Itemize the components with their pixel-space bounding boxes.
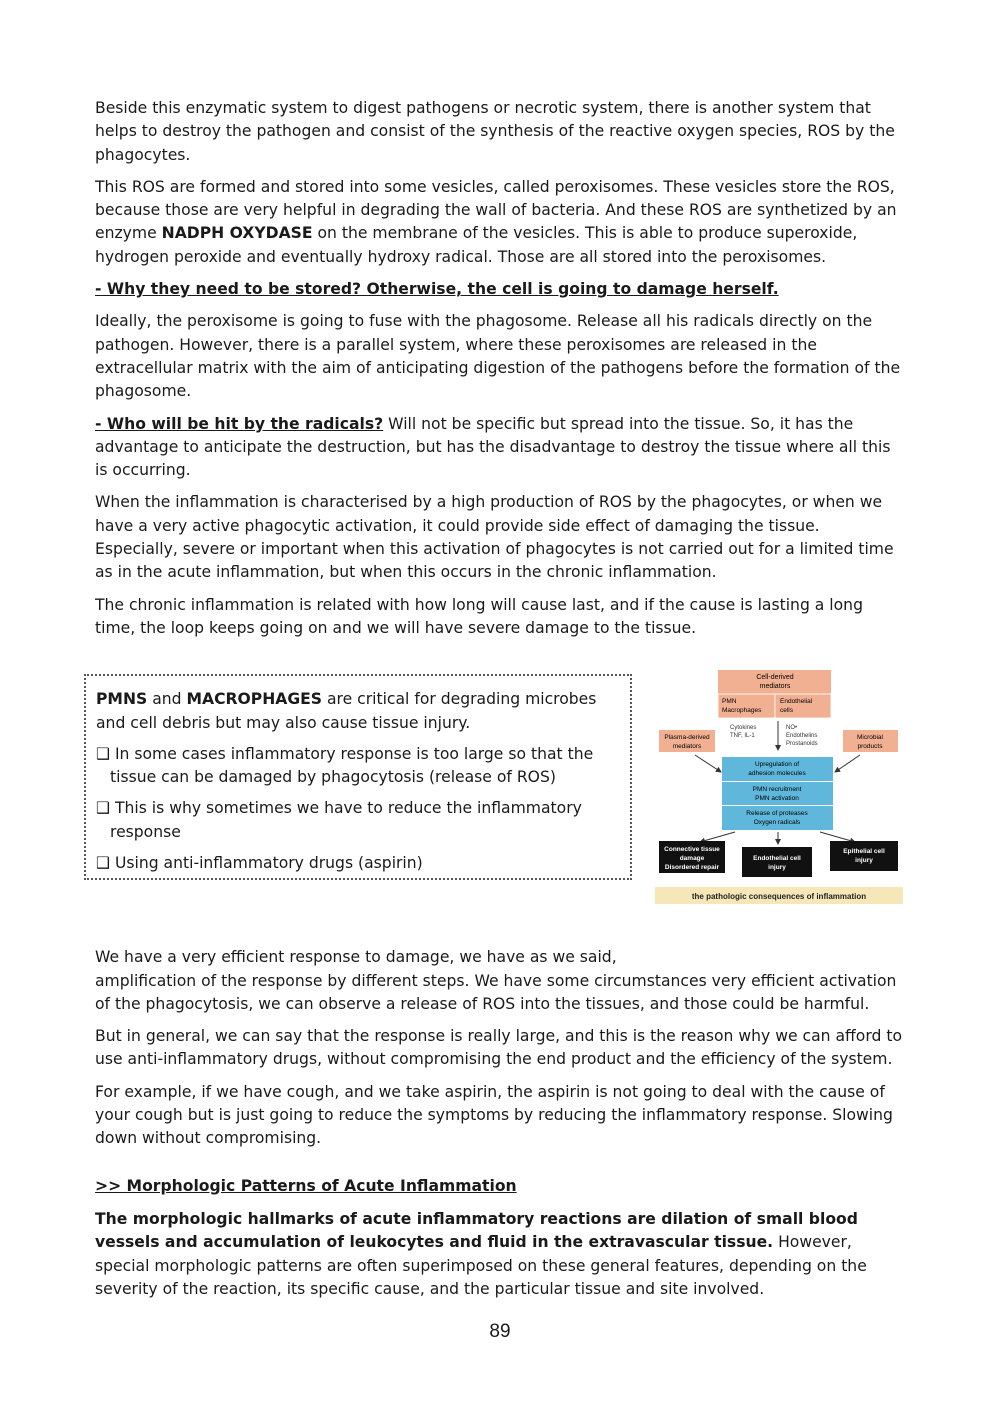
label: Macrophages xyxy=(722,707,762,715)
label: Endothelins xyxy=(786,733,818,740)
box-bullet xyxy=(96,743,620,790)
pmns-term: PMNS xyxy=(96,690,148,709)
arrow xyxy=(820,832,855,842)
text-span: are critical for degrading microbes and cell debris but may also cause tissue injury. xyxy=(96,690,597,732)
inflammation-consequences-figure xyxy=(655,666,903,910)
label: Endothelial cell xyxy=(753,855,801,863)
document-page xyxy=(95,97,907,1310)
label: TNF, IL-1 xyxy=(730,733,755,740)
text-span: We have a very efficient response to damage, we have as we said, xyxy=(95,948,617,967)
label: injury xyxy=(855,857,873,865)
bullet-text: Using anti-inflammatory drugs (aspirin) xyxy=(114,854,423,873)
label: products xyxy=(857,743,883,751)
text-span: This ROS are formed and stored into some vesicles, called peroxisomes. These vesicles store the ROS, because those are very helpful in degrading the wall of bacteria. And these ROS are synthetized by an enzyme xyxy=(95,177,897,243)
paragraph-ros-intro: Beside this enzymatic system to digest pathogens or necrotic system, there is another system that helps to destroy the pathogen and consist of the synthesis of the reactive oxygen species, ROS by the phagocytes. xyxy=(95,99,895,164)
checkbox-bullet-icon: ❑ xyxy=(96,799,110,818)
page-number: 89 xyxy=(489,1321,511,1342)
label: Plasma-derived xyxy=(664,734,710,742)
arrow xyxy=(835,755,860,772)
paragraph-phagosome-fusion: Ideally, the peroxisome is going to fuse with the phagosome. Release all his radicals directly on the pathogen. However, there is a parallel system, where these peroxisomes are released in the extracellular matrix with the aim of anticipating digestion of the pathogens before the formation of the phagosome. xyxy=(95,312,901,401)
checkbox-bullet-icon: ❑ xyxy=(96,744,110,763)
label: Cytokines xyxy=(730,725,757,732)
label: Endothelial xyxy=(780,698,813,706)
label: PMN xyxy=(722,698,737,706)
label: injury xyxy=(768,864,786,872)
section-heading: >> Morphologic Patterns of Acute Inflammation xyxy=(95,1176,517,1195)
label: Microbial xyxy=(856,734,884,742)
label: cells xyxy=(780,707,794,715)
question-who-hit: - Who will be hit by the radicals? xyxy=(95,414,384,433)
text-span: and xyxy=(147,690,187,709)
label: adhesion molecules xyxy=(748,770,806,778)
box-bullet xyxy=(96,852,620,875)
label: NO• xyxy=(786,725,798,732)
paragraph-chronic: The chronic inflammation is related with how long will cause last, and if the cause is lasting a long time, the loop keeps going on and we will have severe damage to the tissue. xyxy=(95,595,863,637)
label: Release of proteases xyxy=(746,810,808,818)
text-span: amplification of the response by different steps. We have some circumstances very efficient activation of the phagocytosis, we can observe a release of ROS into the tissues, and those could be harmful. xyxy=(95,971,897,1013)
paragraph-morphologic xyxy=(95,1208,907,1301)
paragraph-who-hit xyxy=(95,413,907,483)
paragraph-aspirin-example: For example, if we have cough, and we take aspirin, the aspirin is not going to deal with the cause of your cough but is just going to reduce the symptoms by reducing the inflammatory response. Slowing down without compromising. xyxy=(95,1082,893,1148)
text-span: Will not be specific but spread into the tissue. So, it has the advantage to anticipate the destruction, but has the disadvantage to destroy the tissue where all this is occurring. xyxy=(95,414,891,480)
label: PMN activation xyxy=(755,795,799,803)
label: Epithelial cell xyxy=(843,848,885,856)
box-bullet xyxy=(96,797,620,844)
arrow xyxy=(700,832,735,842)
endothelial-injury-box xyxy=(742,847,812,877)
bold-text: The morphologic hallmarks of acute inflammatory reactions are dilation of small blood vessels and accumulation of leukocytes and fluid in the extravascular tissue. xyxy=(95,1209,858,1252)
macrophages-term: MACROPHAGES xyxy=(186,690,323,709)
checkbox-bullet-icon: ❑ xyxy=(96,854,110,873)
text-span: However, special morphologic patterns are often superimposed on these general features, depending on the severity of the reaction, its specific cause, and the particular tissue and site involved. xyxy=(95,1233,867,1298)
label: mediators xyxy=(759,683,791,691)
box-intro xyxy=(96,688,620,735)
bullet-text: In some cases inflammatory response is too large so that the tissue can be damaged by phagocytosis (release of ROS) xyxy=(110,744,594,787)
paragraph-large-response: But in general, we can say that the response is really large, and this is the reason why we can afford to use anti-inflammatory drugs, without compromising the end product and the efficiency of the system. xyxy=(95,1027,902,1069)
arrow xyxy=(695,755,721,772)
figure-caption: the pathologic consequences of inflammation xyxy=(691,892,867,902)
epithelial-injury-box xyxy=(830,841,898,871)
text-span: on the membrane of the vesicles. This is able to produce superoxide, hydrogen peroxide and eventually hydroxy radical. Those are all stored into the peroxisomes. xyxy=(95,224,858,266)
label: Connective tissue xyxy=(664,846,720,854)
paragraph-ros-damage: When the inflammation is characterised by a high production of ROS by the phagocytes, or when we have a very active phagocytic activation, it could provide side effect of damaging the tissue. Especially, severe or important when this activation of phagocytes is not carried out for a limited time as in the acute inflammation, but when this occurs in the chronic inflammation. xyxy=(95,493,894,582)
label: Cell-derived xyxy=(756,674,794,682)
summary-section xyxy=(95,666,907,936)
label: Prostanoids xyxy=(786,741,818,748)
summary-box xyxy=(84,674,632,880)
paragraph-peroxisomes xyxy=(95,176,907,269)
label: Oxygen radicals xyxy=(753,819,801,827)
label: mediators xyxy=(672,743,702,751)
label: Disordered repair xyxy=(664,864,720,872)
label: Upregulation of xyxy=(754,761,800,769)
label: PMN recruitment xyxy=(752,786,802,794)
bullet-text: This is why sometimes we have to reduce the inflammatory response xyxy=(110,799,582,841)
paragraph-efficient xyxy=(95,946,907,1016)
question-why-stored: - Why they need to be stored? Otherwise, the cell is going to damage herself. xyxy=(95,280,779,299)
nadph-oxydase-term: NADPH OXYDASE xyxy=(161,224,313,243)
label: damage xyxy=(679,855,705,863)
